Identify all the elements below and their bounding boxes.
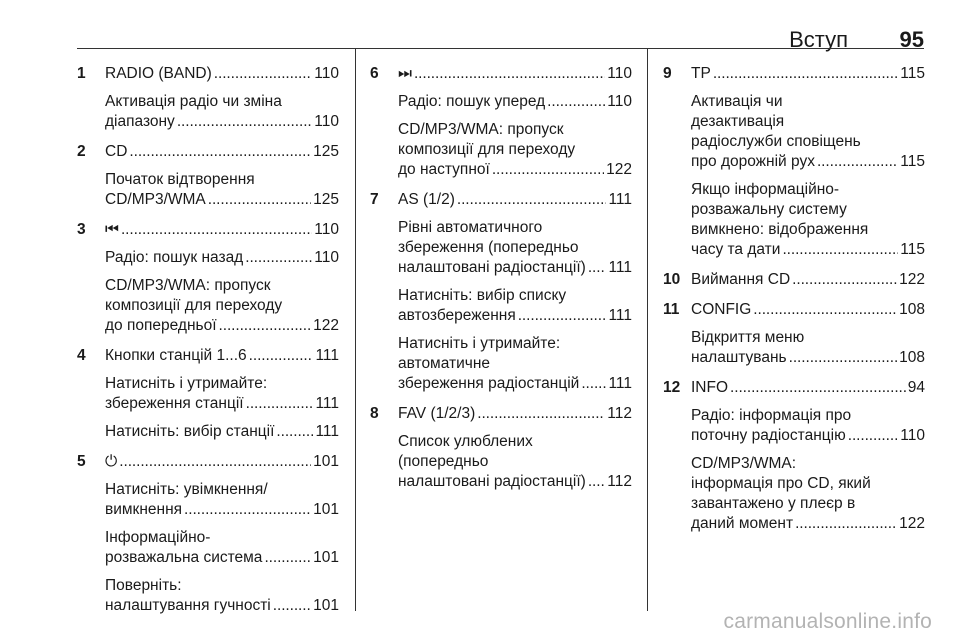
entry-subitem: Рівні автоматичного збереження (попередньо налаштовані радіостанції) . . . 111 xyxy=(398,218,632,278)
entry-number: 1 xyxy=(77,65,86,82)
page-ref[interactable]: 108 xyxy=(899,349,925,366)
page-ref[interactable]: 110 xyxy=(314,65,339,82)
power-icon: ⏻ xyxy=(105,453,118,470)
entry-number: 3 xyxy=(77,221,86,238)
entry-number: 9 xyxy=(663,65,672,82)
leader-dots xyxy=(264,548,311,568)
page-ref[interactable]: 115 xyxy=(900,153,925,170)
entry-number: 10 xyxy=(663,271,681,288)
leader-dots xyxy=(713,64,898,84)
entry-heading xyxy=(691,270,925,290)
leader-dots xyxy=(753,300,897,320)
page-ref[interactable]: 112 xyxy=(607,473,632,490)
entry-subitem: Поверніть: налаштування гучності . . . 101 xyxy=(105,576,339,616)
leader-dots xyxy=(730,378,906,398)
page-ref[interactable]: 110 xyxy=(314,113,339,130)
index-entry-1 xyxy=(77,64,339,132)
page-ref[interactable]: 110 xyxy=(607,93,632,110)
entry-number: 7 xyxy=(370,191,379,208)
leader-dots xyxy=(848,426,899,446)
leader-dots xyxy=(119,452,311,472)
entry-label: Кнопки станцій 1...6 xyxy=(105,347,247,364)
header-rule xyxy=(77,48,924,49)
entry-subitem: CD/MP3/WMA: пропуск композиції для переходу до наступної . . . 122 xyxy=(398,120,632,180)
page-ref[interactable]: 111 xyxy=(608,191,632,208)
entry-subitem: Натисніть і утримайте: збереження станції . . . 111 xyxy=(105,374,339,414)
leader-dots xyxy=(184,500,311,520)
entry-label: INFO xyxy=(691,379,729,396)
watermark: carmanualsonline.info xyxy=(723,610,932,633)
entry-heading xyxy=(691,300,925,320)
entry-subitem: Якщо інформаційно- розважальну систему вимкнено: відображення часу та дати . . . 115 xyxy=(691,180,925,260)
entry-subitem: CD/MP3/WMA: інформація про CD, який завантажено у плеєр в даний момент . . . 122 xyxy=(691,454,925,534)
entry-number: 2 xyxy=(77,143,86,160)
page-ref[interactable]: 110 xyxy=(607,65,632,82)
page-ref[interactable]: 111 xyxy=(608,307,632,324)
entry-subitem: CD/MP3/WMA: пропуск композиції для переходу до попередньої . . . 122 xyxy=(105,276,339,336)
page-ref[interactable]: 111 xyxy=(315,423,339,440)
leader-dots xyxy=(249,346,314,366)
index-column-2 xyxy=(370,64,632,502)
entry-number: 8 xyxy=(370,405,379,422)
index-entry-4 xyxy=(77,346,339,442)
entry-subitem: Початок відтворення CD/MP3/WMA . . . 125 xyxy=(105,170,339,210)
entry-number: 11 xyxy=(663,301,680,318)
page-ref[interactable]: 101 xyxy=(313,597,339,614)
leader-dots xyxy=(457,190,607,210)
page-ref[interactable]: 110 xyxy=(314,249,339,266)
leader-dots xyxy=(547,92,605,112)
page-ref[interactable]: 94 xyxy=(907,379,925,396)
entry-subitem: Радіо: пошук уперед . . . 110 xyxy=(398,92,632,112)
page-ref[interactable]: 125 xyxy=(313,143,339,160)
entry-heading xyxy=(398,190,632,210)
leader-dots xyxy=(129,142,311,162)
entry-subitem: Відкриття меню налаштувань . . . 108 xyxy=(691,328,925,368)
leader-dots xyxy=(817,152,898,172)
leader-dots xyxy=(414,64,605,84)
page-ref[interactable]: 125 xyxy=(313,191,339,208)
column-divider xyxy=(355,48,356,611)
entry-heading xyxy=(398,404,632,424)
entry-subitem: Натисніть: вибір станції . . . 111 xyxy=(105,422,339,442)
entry-number: 6 xyxy=(370,65,379,82)
leader-dots xyxy=(789,348,898,368)
leader-dots xyxy=(214,64,312,84)
page-ref[interactable]: 122 xyxy=(899,271,925,288)
leader-dots xyxy=(588,258,607,278)
entry-number: 4 xyxy=(77,347,86,364)
leader-dots xyxy=(518,306,607,326)
column-divider xyxy=(647,48,648,611)
entry-heading xyxy=(398,64,632,84)
leader-dots xyxy=(208,190,311,210)
index-entry-5 xyxy=(77,452,339,616)
entry-heading xyxy=(105,142,339,162)
page-ref[interactable]: 101 xyxy=(313,501,339,518)
page-header xyxy=(0,0,960,52)
entry-heading xyxy=(691,64,925,84)
page-ref[interactable]: 110 xyxy=(314,221,339,238)
index-entry-11 xyxy=(663,300,925,368)
entry-label: FAV (1/2/3) xyxy=(398,405,476,422)
index-entry-8 xyxy=(370,404,632,492)
entry-subitem: Активація чи дезактивація радіослужби сповіщень про дорожній рух . . . 115 xyxy=(691,92,925,172)
page-ref[interactable]: 115 xyxy=(900,241,925,258)
leader-dots xyxy=(477,404,605,424)
index-column-1 xyxy=(77,64,339,626)
entry-label: CONFIG xyxy=(691,301,752,318)
leader-dots xyxy=(792,270,897,290)
leader-dots xyxy=(177,112,312,132)
entry-label: AS (1/2) xyxy=(398,191,455,208)
seek-back-icon: ⏮ xyxy=(105,221,119,238)
seek-forward-icon: ⏭ xyxy=(398,65,412,82)
entry-heading xyxy=(105,452,339,472)
index-entry-2 xyxy=(77,142,339,210)
leader-dots xyxy=(492,160,604,180)
entry-subitem: Радіо: інформація про поточну радіостанцію . . . 110 xyxy=(691,406,925,446)
entry-label: RADIO (BAND) xyxy=(105,65,212,82)
index-entry-12 xyxy=(663,378,925,534)
page-ref[interactable]: 111 xyxy=(315,347,339,364)
leader-dots xyxy=(795,514,897,534)
page-title: Вступ xyxy=(789,27,848,52)
index-entry-9 xyxy=(663,64,925,260)
index-entry-7 xyxy=(370,190,632,394)
page-ref[interactable]: 110 xyxy=(900,427,925,444)
entry-heading xyxy=(105,220,339,240)
page-ref[interactable]: 108 xyxy=(899,301,925,318)
leader-dots xyxy=(121,220,312,240)
entry-subitem: Натисніть і утримайте: автоматичне збереження радіостанцій . . . 111 xyxy=(398,334,632,394)
entry-subitem: Активація радіо чи зміна діапазону . . . 110 xyxy=(105,92,339,132)
page-ref[interactable]: 101 xyxy=(313,549,339,566)
page-ref[interactable]: 111 xyxy=(608,259,632,276)
entry-heading xyxy=(691,378,925,398)
index-entry-3 xyxy=(77,220,339,336)
entry-number: 12 xyxy=(663,379,681,396)
entry-subitem: Список улюблених (попередньо налаштовані радіостанції) . . . 112 xyxy=(398,432,632,492)
entry-subitem: Натисніть: увімкнення/ вимкнення . . . 101 xyxy=(105,480,339,520)
leader-dots xyxy=(246,394,314,414)
entry-subitem: Інформаційно- розважальна система . . . 101 xyxy=(105,528,339,568)
entry-subitem: Радіо: пошук назад . . . 110 xyxy=(105,248,339,268)
leader-dots xyxy=(581,374,606,394)
index-entry-10 xyxy=(663,270,925,290)
entry-label: Виймання CD xyxy=(691,271,791,288)
leader-dots xyxy=(273,596,311,616)
entry-heading xyxy=(105,346,339,366)
leader-dots xyxy=(219,316,312,336)
entry-subitem: Натисніть: вибір списку автозбереження . . . 111 xyxy=(398,286,632,326)
index-entry-6 xyxy=(370,64,632,180)
page-number: 95 xyxy=(899,27,924,52)
page-ref[interactable]: 111 xyxy=(315,395,339,412)
page-ref[interactable]: 111 xyxy=(608,375,632,392)
page-ref[interactable]: 112 xyxy=(607,405,632,422)
entry-number: 5 xyxy=(77,453,86,470)
page-ref[interactable]: 122 xyxy=(313,317,339,334)
leader-dots xyxy=(245,248,312,268)
page-ref[interactable]: 122 xyxy=(899,515,925,532)
index-column-3 xyxy=(663,64,925,544)
page-ref[interactable]: 122 xyxy=(606,161,632,178)
leader-dots xyxy=(588,472,605,492)
entry-label: CD xyxy=(105,143,128,160)
entry-label: TP xyxy=(691,65,711,82)
page-ref[interactable]: 101 xyxy=(313,453,339,470)
leader-dots xyxy=(276,422,313,442)
leader-dots xyxy=(782,240,898,260)
page-ref[interactable]: 115 xyxy=(900,65,925,82)
entry-heading xyxy=(105,64,339,84)
